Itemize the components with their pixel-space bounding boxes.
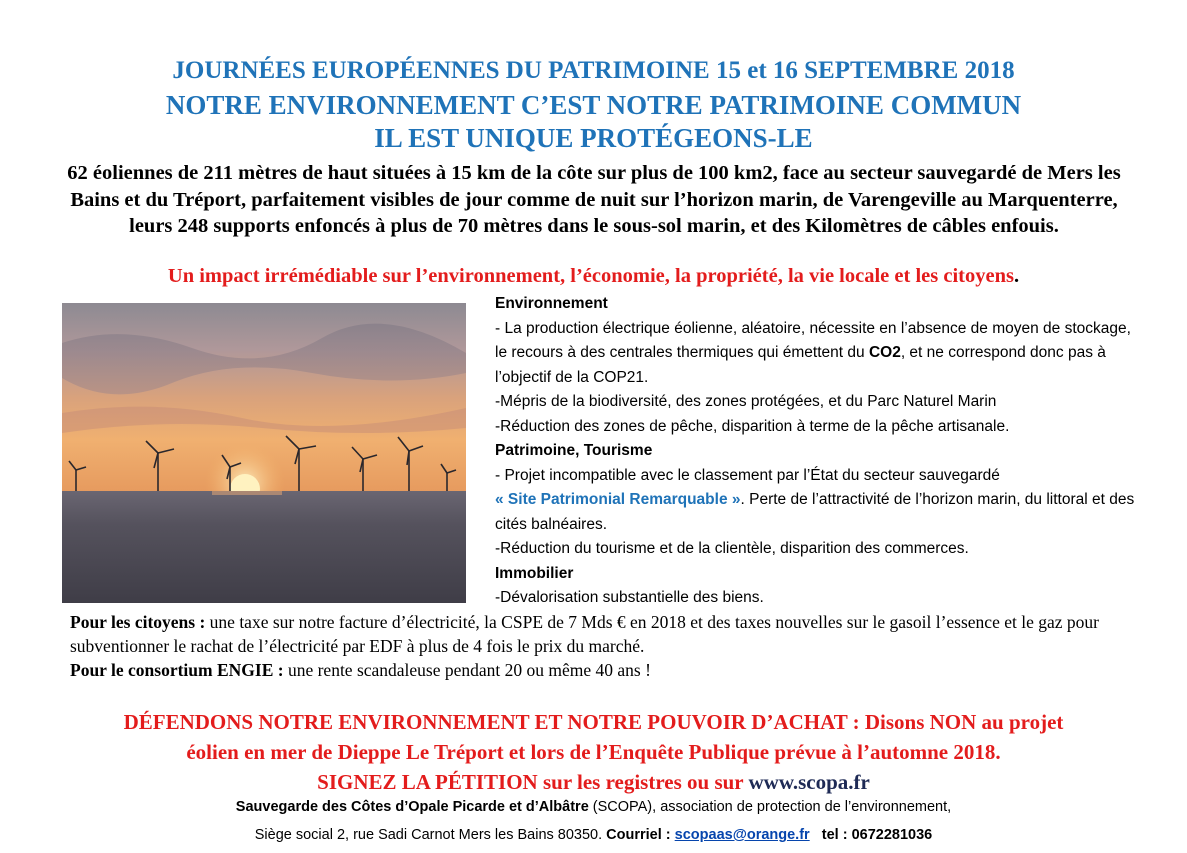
- env-point-2: -Mépris de la biodiversité, des zones protégées, et du Parc Naturel Marin: [495, 393, 997, 410]
- citizens-text: une taxe sur notre facture d’électricité, la CSPE de 7 Mds € en 2018 et des taxes nouvelles sur le gasoil l’essence et le gaz pour subventionner le rachat de l’électricité par EDF à plus de 4 fois le prix du marché.: [70, 612, 1099, 656]
- engie-label: Pour le consortium ENGIE :: [70, 660, 284, 680]
- engie-text: une rente scandaleuse pendant 20 ou même 40 ans !: [283, 660, 651, 680]
- pat-point-1: [495, 464, 1135, 538]
- address: Siège social 2, rue Sadi Carnot Mers les Bains 80350.: [254, 827, 607, 843]
- sunset-wind-turbines-image: [62, 303, 466, 603]
- title-line-1: JOURNÉES EUROPÉENNES DU PATRIMOINE 15 et 16 SEPTEMBRE 2018: [172, 57, 1015, 84]
- citizens-paragraph: [70, 610, 1130, 658]
- impact-text: Un impact irrémédiable sur l’environnement, l’économie, la propriété, la vie locale et les citoyens: [167, 265, 1014, 287]
- arguments-column: [495, 292, 1135, 611]
- petition-text: SIGNEZ LA PÉTITION sur les registres ou sur: [317, 770, 749, 794]
- engie-paragraph: [70, 658, 1130, 682]
- footer: [0, 793, 1187, 849]
- title-line-3: IL EST UNIQUE PROTÉGEONS-LE: [374, 123, 813, 153]
- imm-point-1: -Dévalorisation substantielle des biens.: [495, 589, 764, 606]
- co2-label: CO2: [868, 344, 901, 361]
- courriel-label: Courriel :: [606, 827, 675, 843]
- env-point-1-end: , et ne correspond donc pas à l’objectif de la COP21.: [495, 344, 1106, 386]
- pat-point-1-text: - Projet incompatible avec le classement par l’État du secteur sauvegardé: [495, 466, 1000, 484]
- intro-paragraph: 62 éoliennes de 211 mètres de haut situées à 15 km de la côte sur plus de 100 km2, face au secteur sauvegardé de Mers les Bains et du Tréport, parfaitement visibles de jour comme de nuit sur l’horizon marin, de Varengeville au Marquenterre, leurs 248 supports enfoncés à plus de 70 mètres dans le sous-sol marin, et des Kilomètres de câbles enfouis.: [67, 162, 1121, 237]
- citizens-label: Pour les citoyens :: [70, 612, 206, 632]
- pat-point-2: -Réduction du tourisme et de la clientèle, disparition des commerces.: [495, 540, 969, 557]
- footer-contact-line: [0, 821, 1187, 849]
- website-link[interactable]: www.scopa.fr: [748, 770, 870, 794]
- heading-environnement: Environnement: [495, 295, 608, 312]
- citizens-section: [70, 610, 1130, 682]
- email-link[interactable]: scopaas@orange.fr: [674, 827, 810, 843]
- site-patrimonial-label: « Site Patrimonial Remarquable »: [495, 491, 741, 508]
- env-point-1-text: - La production électrique éolienne, aléatoire, nécessite en l’absence de moyen de stockage, le recours à des centrales thermiques qui émettent du: [495, 319, 1131, 361]
- env-point-1: [495, 317, 1135, 391]
- title-line-2: NOTRE ENVIRONNEMENT C’EST NOTRE PATRIMOINE COMMUN: [165, 90, 1022, 120]
- footer-org-line: [0, 793, 1187, 821]
- heading-immobilier: Immobilier: [495, 564, 574, 582]
- env-point-3: -Réduction des zones de pêche, disparition à terme de la pêche artisanale.: [495, 417, 1010, 435]
- call-line-2: éolien en mer de Dieppe Le Tréport et lors de l’Enquête Publique prévue à l’automne 2018.: [186, 740, 1001, 764]
- heading-patrimoine: Patrimoine, Tourisme: [495, 442, 653, 459]
- call-line-1: DÉFENDONS NOTRE ENVIRONNEMENT ET NOTRE POUVOIR D’ACHAT : Disons NON au projet: [123, 710, 1064, 734]
- org-name: Sauvegarde des Côtes d’Opale Picarde et d’Albâtre: [235, 799, 589, 815]
- org-description: (SCOPA), association de protection de l’environnement,: [588, 799, 952, 815]
- call-to-action: [0, 707, 1187, 797]
- impact-period: .: [1013, 265, 1020, 287]
- phone-number: tel : 0672281036: [809, 827, 933, 843]
- pat-point-1-end: . Perte de l’attractivité de l’horizon marin, du littoral et des cités balnéaires.: [495, 491, 1135, 533]
- impact-statement: [0, 265, 1187, 288]
